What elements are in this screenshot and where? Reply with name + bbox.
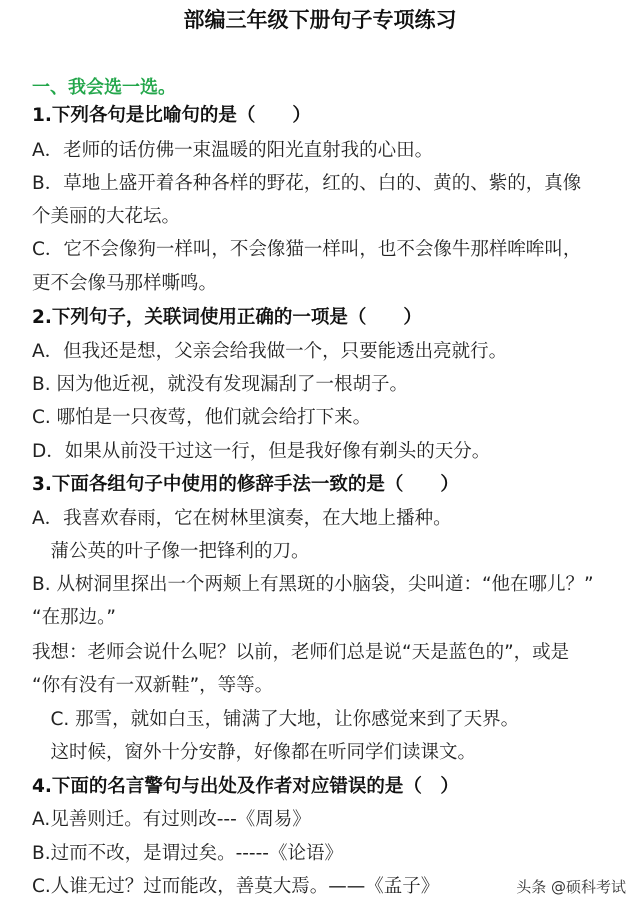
option-line: D．如果从前没干过这一行，但是我好像有剃头的天分。 (32, 441, 491, 462)
option-line: “在那边。” (32, 607, 116, 628)
option-line: A．但我还是想，父亲会给我做一个，只要能透出亮就行。 (32, 341, 508, 362)
option-line: A．我喜欢春雨，它在树林里演奏，在大地上播种。 (32, 508, 452, 529)
page-title: 部编三年级下册句子专项练习 (183, 8, 457, 32)
option-line: A．老师的话仿佛一束温暖的阳光直射我的心田。 (32, 140, 434, 161)
option-line: B．草地上盛开着各种各样的野花，红的、白的、黄的、紫的，真像 (32, 173, 582, 194)
option-line: A.见善则迁。有过则改---《周易》 (32, 809, 311, 830)
option-line: B. 因为他近视，就没有发现漏刮了一根胡子。 (32, 374, 408, 395)
question-2: 2.下列句子，关联词使用正确的一项是（ ） (32, 307, 422, 328)
option-line: B. 从树洞里探出一个两颊上有黑斑的小脑袋，尖叫道：“他在哪儿？” (32, 574, 594, 595)
option-line: 这时候，窗外十分安静，好像都在听同学们读课文。 (32, 742, 477, 763)
watermark: 头条 @硕科考试 (516, 878, 626, 896)
option-line: C. 那雪，就如白玉，铺满了大地，让你感觉来到了天界。 (32, 709, 520, 730)
question-1: 1.下列各句是比喻句的是（ ） (32, 105, 311, 126)
option-line: C．它不会像狗一样叫，不会像猫一样叫，也不会像牛那样哞哞叫， (32, 239, 582, 260)
question-4: 4.下面的名言警句与出处及作者对应错误的是（ ） (32, 776, 459, 797)
option-line: 蒲公英的叶子像一把锋利的刀。 (32, 541, 310, 562)
option-line: 我想：老师会说什么呢？以前，老师们总是说“天是蓝色的”，或是 (32, 642, 570, 663)
option-line: “你有没有一双新鞋”，等等。 (32, 675, 274, 696)
section-heading: 一、我会选一选。 (32, 77, 176, 98)
option-line: C.人谁无过？过而能改，善莫大焉。——《孟子》 (32, 876, 440, 897)
option-line: C. 哪怕是一只夜莺，他们就会给打下来。 (32, 407, 372, 428)
option-line: B.过而不改，是谓过矣。-----《论语》 (32, 843, 343, 864)
option-line: 更不会像马那样嘶鸣。 (32, 273, 218, 294)
question-3: 3.下面各组句子中使用的修辞手法一致的是（ ） (32, 474, 459, 495)
option-line: 个美丽的大花坛。 (32, 206, 181, 227)
